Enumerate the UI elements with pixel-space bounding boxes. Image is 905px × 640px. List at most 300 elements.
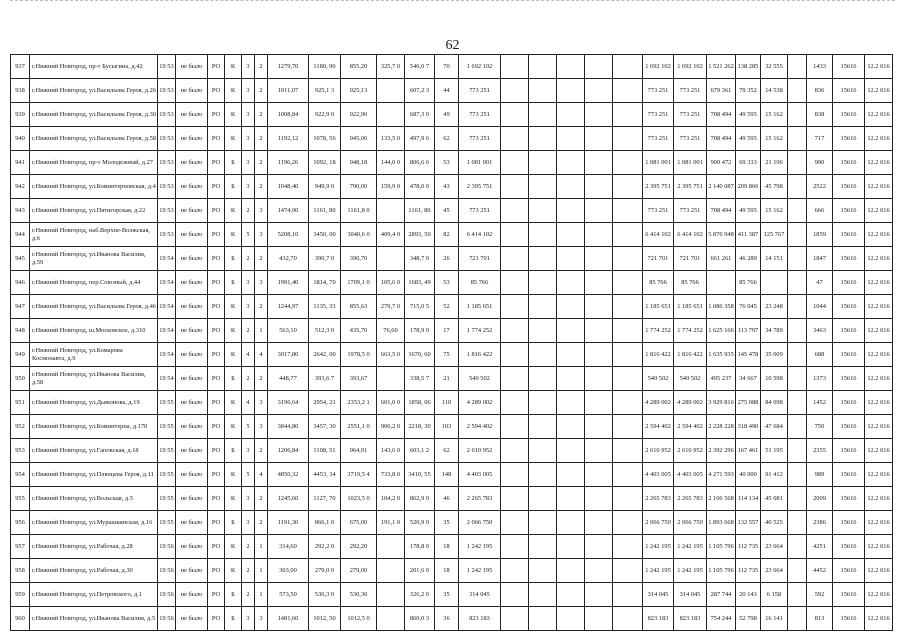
- table-cell: г.Нижний Новгород, ул.Вольская, д.5: [30, 487, 158, 511]
- table-cell: [501, 343, 529, 367]
- table-cell: 3719,5 4: [341, 463, 377, 487]
- page-number: 62: [445, 38, 460, 53]
- table-cell: 14 538: [761, 79, 788, 103]
- table-cell: 23 664: [761, 535, 788, 559]
- table-cell: 754 244: [707, 607, 736, 631]
- table-cell: 21 196: [761, 151, 788, 175]
- table-cell: [501, 55, 529, 79]
- table-cell: 2 594 402: [643, 415, 674, 439]
- table-cell: [788, 271, 807, 295]
- table-cell: 15616: [833, 535, 865, 559]
- table-cell: 112 735: [736, 535, 761, 559]
- table-cell: 2 106 568: [707, 487, 736, 511]
- table-cell: 143,6 0: [377, 439, 405, 463]
- table-cell: 19 53: [158, 79, 176, 103]
- table-cell: 1 081 001: [459, 151, 501, 175]
- table-row: [11, 271, 893, 295]
- table-cell: [613, 343, 643, 367]
- table-cell: 1 242 195: [643, 535, 674, 559]
- table-cell: [585, 559, 613, 583]
- table-cell: [788, 367, 807, 391]
- table-cell: 15616: [833, 103, 865, 127]
- table-cell: 1244,97: [268, 295, 309, 319]
- table-cell: 573,50: [268, 583, 309, 607]
- table-cell: 959: [11, 583, 30, 607]
- table-cell: К: [225, 391, 242, 415]
- table-cell: 2: [255, 511, 268, 535]
- table-cell: 19 55: [158, 463, 176, 487]
- table-cell: 750: [807, 415, 833, 439]
- table-cell: 1 242 195: [643, 559, 674, 583]
- table-cell: [557, 583, 585, 607]
- table-cell: 773 251: [643, 103, 674, 127]
- table-cell: 103: [435, 415, 459, 439]
- table-cell: 21: [435, 367, 459, 391]
- table-cell: Б: [225, 511, 242, 535]
- table-cell: [557, 487, 585, 511]
- table-cell: 3: [242, 103, 255, 127]
- table-cell: 44: [435, 79, 459, 103]
- table-cell: [501, 223, 529, 247]
- table-cell: [501, 535, 529, 559]
- table-cell: 1683, 49: [405, 271, 435, 295]
- table-cell: 1 635 935: [707, 343, 736, 367]
- table-cell: 19 55: [158, 487, 176, 511]
- table-cell: 1127, 70: [309, 487, 341, 511]
- table-cell: [788, 55, 807, 79]
- table-cell: 950: [11, 367, 30, 391]
- table-cell: 23 248: [761, 295, 788, 319]
- table-cell: [377, 199, 405, 223]
- table-cell: 112 735: [736, 559, 761, 583]
- table-cell: г.Нижний Новгород, ул.Мурашкинская, д.16: [30, 511, 158, 535]
- table-cell: 773 251: [674, 199, 707, 223]
- housing-repair-table: [10, 54, 893, 631]
- table-cell: РО: [208, 175, 225, 199]
- table-cell: [529, 367, 557, 391]
- table-cell: [585, 343, 613, 367]
- table-cell: 46: [435, 487, 459, 511]
- table-cell: 15616: [833, 175, 865, 199]
- table-cell: 773 251: [459, 79, 501, 103]
- table-cell: не было: [176, 535, 208, 559]
- table-cell: 19 55: [158, 391, 176, 415]
- table-cell: [557, 367, 585, 391]
- table-row: [11, 463, 893, 487]
- table-cell: [613, 415, 643, 439]
- table-cell: [557, 319, 585, 343]
- table-cell: 946: [11, 271, 30, 295]
- table-cell: 15616: [833, 559, 865, 583]
- table-cell: [613, 559, 643, 583]
- table-cell: г.Нижний Новгород, ул.Петровского, д.1: [30, 583, 158, 607]
- table-cell: 79 352: [736, 79, 761, 103]
- table-cell: [557, 559, 585, 583]
- table-cell: 15616: [833, 295, 865, 319]
- table-cell: 1 774 252: [643, 319, 674, 343]
- table-cell: [557, 391, 585, 415]
- table-cell: [557, 343, 585, 367]
- table-cell: г.Нижний Новгород, пр-т Молодежный, д.27: [30, 151, 158, 175]
- table-cell: [557, 103, 585, 127]
- table-cell: 12.2 016: [865, 247, 893, 271]
- table-cell: [529, 511, 557, 535]
- table-cell: 17: [435, 319, 459, 343]
- table-cell: 178,9 0: [405, 319, 435, 343]
- table-cell: 35 009: [761, 343, 788, 367]
- table-cell: 6 414 102: [459, 223, 501, 247]
- table-cell: РО: [208, 199, 225, 223]
- table-cell: 3: [242, 127, 255, 151]
- table-cell: 937: [11, 55, 30, 79]
- table-cell: г.Нижний Новгород, ул.Иванова Василия, д.5: [30, 607, 158, 631]
- table-cell: [788, 511, 807, 535]
- table-cell: [529, 487, 557, 511]
- table-cell: 947: [11, 295, 30, 319]
- table-cell: г.Нижний Новгород, пр-т Бусыгина, д.42: [30, 55, 158, 79]
- table-cell: 661 261: [707, 247, 736, 271]
- table-cell: 3: [242, 79, 255, 103]
- table-cell: 45 081: [761, 487, 788, 511]
- table-cell: 390,7 0: [309, 247, 341, 271]
- table-cell: 43: [435, 175, 459, 199]
- table-cell: 279,0 0: [309, 559, 341, 583]
- table-cell: 607,2 3: [405, 79, 435, 103]
- table-cell: 1: [255, 319, 268, 343]
- table-cell: не было: [176, 607, 208, 631]
- table-cell: 23 664: [761, 559, 788, 583]
- table-cell: 19 53: [158, 55, 176, 79]
- table-cell: К: [225, 319, 242, 343]
- table-cell: 540 502: [674, 367, 707, 391]
- table-cell: РО: [208, 151, 225, 175]
- table-cell: 860,0 3: [405, 607, 435, 631]
- table-cell: 132 557: [736, 511, 761, 535]
- table-cell: [529, 175, 557, 199]
- table-cell: 773 251: [674, 79, 707, 103]
- table-row: [11, 295, 893, 319]
- table-cell: РО: [208, 559, 225, 583]
- table-cell: [613, 55, 643, 79]
- table-cell: 2386: [807, 511, 833, 535]
- table-cell: 1 242 195: [459, 535, 501, 559]
- table-cell: 2353,2 1: [341, 391, 377, 415]
- table-cell: 314 045: [643, 583, 674, 607]
- table-cell: 1 185 651: [674, 295, 707, 319]
- table-cell: [557, 271, 585, 295]
- table-cell: [501, 367, 529, 391]
- table-cell: [788, 583, 807, 607]
- table-cell: [613, 607, 643, 631]
- table-row: [11, 367, 893, 391]
- table-cell: 2: [255, 295, 268, 319]
- table-cell: 512,3 0: [309, 319, 341, 343]
- table-cell: 2: [255, 151, 268, 175]
- table-cell: 2 066 750: [643, 511, 674, 535]
- table-cell: 178,8 0: [405, 535, 435, 559]
- table-cell: 12.2 016: [865, 607, 893, 631]
- table-cell: [377, 535, 405, 559]
- table-row: [11, 391, 893, 415]
- table-cell: 15616: [833, 223, 865, 247]
- table-cell: [613, 127, 643, 151]
- table-cell: 1978,5 0: [341, 343, 377, 367]
- table-cell: [788, 343, 807, 367]
- table-cell: 938: [11, 79, 30, 103]
- table-cell: 1 625 166: [707, 319, 736, 343]
- table-cell: 989: [807, 463, 833, 487]
- table-cell: не было: [176, 367, 208, 391]
- table-cell: 35: [435, 583, 459, 607]
- table-cell: [501, 79, 529, 103]
- table-cell: 3: [255, 607, 268, 631]
- table-cell: 721 701: [674, 247, 707, 271]
- table-cell: 18: [435, 535, 459, 559]
- table-cell: [585, 607, 613, 631]
- table-cell: 945,06: [341, 127, 377, 151]
- table-cell: 12.2 016: [865, 103, 893, 127]
- table-cell: не было: [176, 463, 208, 487]
- table-cell: 15616: [833, 607, 865, 631]
- table-cell: 717: [807, 127, 833, 151]
- table-row: [11, 127, 893, 151]
- table-cell: не было: [176, 199, 208, 223]
- table-cell: [788, 319, 807, 343]
- table-cell: 325,7 0: [377, 55, 405, 79]
- table-cell: [613, 511, 643, 535]
- table-cell: 326,2 0: [405, 583, 435, 607]
- table-cell: [585, 55, 613, 79]
- table-cell: К: [225, 559, 242, 583]
- table-cell: [529, 79, 557, 103]
- table-cell: 209 866: [736, 175, 761, 199]
- table-cell: 733,8 0: [377, 463, 405, 487]
- table-cell: 990 472: [707, 151, 736, 175]
- table-cell: 167 461: [736, 439, 761, 463]
- table-cell: 15616: [833, 127, 865, 151]
- table-cell: 12.2 016: [865, 511, 893, 535]
- table-cell: 15 162: [761, 127, 788, 151]
- table-cell: 4850,32: [268, 463, 309, 487]
- table-cell: [501, 391, 529, 415]
- table-cell: 5: [242, 415, 255, 439]
- table-cell: 45 798: [761, 175, 788, 199]
- table-cell: [501, 103, 529, 127]
- table-cell: [501, 439, 529, 463]
- table-cell: 15616: [833, 271, 865, 295]
- table-cell: 12.2 016: [865, 151, 893, 175]
- table-cell: 951: [11, 391, 30, 415]
- table-cell: 12.2 016: [865, 463, 893, 487]
- table-cell: 2551,1 0: [341, 415, 377, 439]
- table-cell: 1092, 18: [309, 151, 341, 175]
- table-row: [11, 79, 893, 103]
- table-cell: 862,9 0: [405, 487, 435, 511]
- table-cell: 1 816 422: [674, 343, 707, 367]
- table-cell: К: [225, 223, 242, 247]
- table-cell: 69 333: [736, 151, 761, 175]
- table-cell: 201,6 0: [405, 559, 435, 583]
- table-cell: РО: [208, 583, 225, 607]
- table-cell: 70: [435, 55, 459, 79]
- table-cell: 15616: [833, 247, 865, 271]
- table-cell: 954: [11, 463, 30, 487]
- table-cell: 1023,5 0: [341, 487, 377, 511]
- table-cell: Б: [225, 367, 242, 391]
- table-cell: 2: [255, 79, 268, 103]
- table-cell: не было: [176, 247, 208, 271]
- table-cell: 948: [11, 319, 30, 343]
- table-cell: [788, 247, 807, 271]
- table-cell: 1161, 80: [405, 199, 435, 223]
- table-cell: РО: [208, 607, 225, 631]
- table-cell: 530,30: [341, 583, 377, 607]
- table-cell: 435,70: [341, 319, 377, 343]
- table-cell: 1481,60: [268, 607, 309, 631]
- table-cell: не было: [176, 415, 208, 439]
- table-cell: 603,1 2: [405, 439, 435, 463]
- table-cell: [788, 199, 807, 223]
- table-cell: 949,9 0: [309, 175, 341, 199]
- table-cell: 85 766: [643, 271, 674, 295]
- table-cell: 1 774 252: [459, 319, 501, 343]
- table-cell: 75: [435, 343, 459, 367]
- table-cell: 866,1 0: [309, 511, 341, 535]
- table-cell: 15616: [833, 463, 865, 487]
- table-cell: 85 766: [459, 271, 501, 295]
- table-cell: 1 692 102: [643, 55, 674, 79]
- table-cell: 19 54: [158, 319, 176, 343]
- table-cell: 314 045: [459, 583, 501, 607]
- table-cell: 721 701: [459, 247, 501, 271]
- table-cell: 1858, 06: [405, 391, 435, 415]
- table-cell: [557, 607, 585, 631]
- table-cell: г.Нижний Новгород, ул.Коминтерна, д.170: [30, 415, 158, 439]
- table-cell: 3: [242, 295, 255, 319]
- table-cell: 348,7 0: [405, 247, 435, 271]
- table-cell: 1011,07: [268, 79, 309, 103]
- table-cell: 2: [255, 367, 268, 391]
- table-cell: РО: [208, 319, 225, 343]
- table-cell: 1048,40: [268, 175, 309, 199]
- table-cell: 925,1 3: [309, 79, 341, 103]
- table-cell: 1 893 668: [707, 511, 736, 535]
- table-cell: [613, 175, 643, 199]
- table-cell: [377, 607, 405, 631]
- table-cell: 12.2 016: [865, 367, 893, 391]
- table-cell: [529, 223, 557, 247]
- table-cell: 4 289 002: [643, 391, 674, 415]
- table-cell: 666: [807, 199, 833, 223]
- table-cell: [585, 511, 613, 535]
- table-cell: 432,70: [268, 247, 309, 271]
- table-cell: 15 162: [761, 199, 788, 223]
- table-cell: 318 490: [736, 415, 761, 439]
- table-cell: 4: [242, 343, 255, 367]
- table-cell: не было: [176, 271, 208, 295]
- table-cell: 1 242 195: [674, 535, 707, 559]
- table-cell: 287 744: [707, 583, 736, 607]
- table-cell: [613, 463, 643, 487]
- table-cell: не было: [176, 487, 208, 511]
- table-cell: 1008,84: [268, 103, 309, 127]
- table-cell: 1279,70: [268, 55, 309, 79]
- table-cell: РО: [208, 127, 225, 151]
- table-cell: 3196,64: [268, 391, 309, 415]
- table-cell: 19 55: [158, 415, 176, 439]
- table-cell: [788, 463, 807, 487]
- table-cell: [613, 319, 643, 343]
- table-cell: не было: [176, 511, 208, 535]
- table-cell: 159,9 0: [377, 175, 405, 199]
- table-cell: [557, 511, 585, 535]
- table-cell: г.Нижний Новгород, ул.Иванова Василия, д.58: [30, 367, 158, 391]
- table-cell: 5 876 948: [707, 223, 736, 247]
- table-cell: 19 54: [158, 367, 176, 391]
- table-cell: не было: [176, 295, 208, 319]
- table-cell: 708 494: [707, 127, 736, 151]
- table-cell: не было: [176, 319, 208, 343]
- table-cell: 1452: [807, 391, 833, 415]
- table-cell: 36: [435, 607, 459, 631]
- table-cell: РО: [208, 343, 225, 367]
- table-cell: 4452: [807, 559, 833, 583]
- table-cell: [585, 535, 613, 559]
- table-cell: 5: [242, 463, 255, 487]
- table-cell: РО: [208, 367, 225, 391]
- table-cell: [585, 319, 613, 343]
- table-cell: [788, 535, 807, 559]
- table-cell: 2: [255, 487, 268, 511]
- table-cell: 2: [255, 175, 268, 199]
- table-cell: не было: [176, 439, 208, 463]
- table-cell: 19 53: [158, 175, 176, 199]
- table-cell: г.Нижний Новгород, пер.Союзный, д.44: [30, 271, 158, 295]
- table-cell: 3: [255, 271, 268, 295]
- table-cell: [501, 415, 529, 439]
- table-cell: 314,60: [268, 535, 309, 559]
- table-row: [11, 103, 893, 127]
- table-cell: 1: [255, 583, 268, 607]
- table-cell: 1474,00: [268, 199, 309, 223]
- table-cell: [585, 415, 613, 439]
- table-cell: 939: [11, 103, 30, 127]
- table-cell: 19 53: [158, 127, 176, 151]
- table-cell: 3: [242, 151, 255, 175]
- table-cell: 546,0 7: [405, 55, 435, 79]
- table-cell: 715,0 5: [405, 295, 435, 319]
- table-cell: РО: [208, 391, 225, 415]
- table-cell: 2 610 952: [674, 439, 707, 463]
- table-cell: 12.2 016: [865, 343, 893, 367]
- table-cell: 4 289 002: [674, 391, 707, 415]
- table-cell: 76 045: [736, 295, 761, 319]
- table-cell: [585, 223, 613, 247]
- table-cell: [788, 487, 807, 511]
- table-cell: не было: [176, 55, 208, 79]
- table-cell: 2 265 783: [459, 487, 501, 511]
- table-cell: [613, 103, 643, 127]
- table-cell: [529, 295, 557, 319]
- table-cell: [501, 151, 529, 175]
- table-cell: [501, 487, 529, 511]
- table-cell: 46 289: [736, 247, 761, 271]
- table-cell: [529, 583, 557, 607]
- table-cell: 2954, 21: [309, 391, 341, 415]
- table-cell: г.Нижний Новгород, наб.Верхне-Волжская, д.6: [30, 223, 158, 247]
- table-cell: [585, 199, 613, 223]
- table-cell: 15616: [833, 583, 865, 607]
